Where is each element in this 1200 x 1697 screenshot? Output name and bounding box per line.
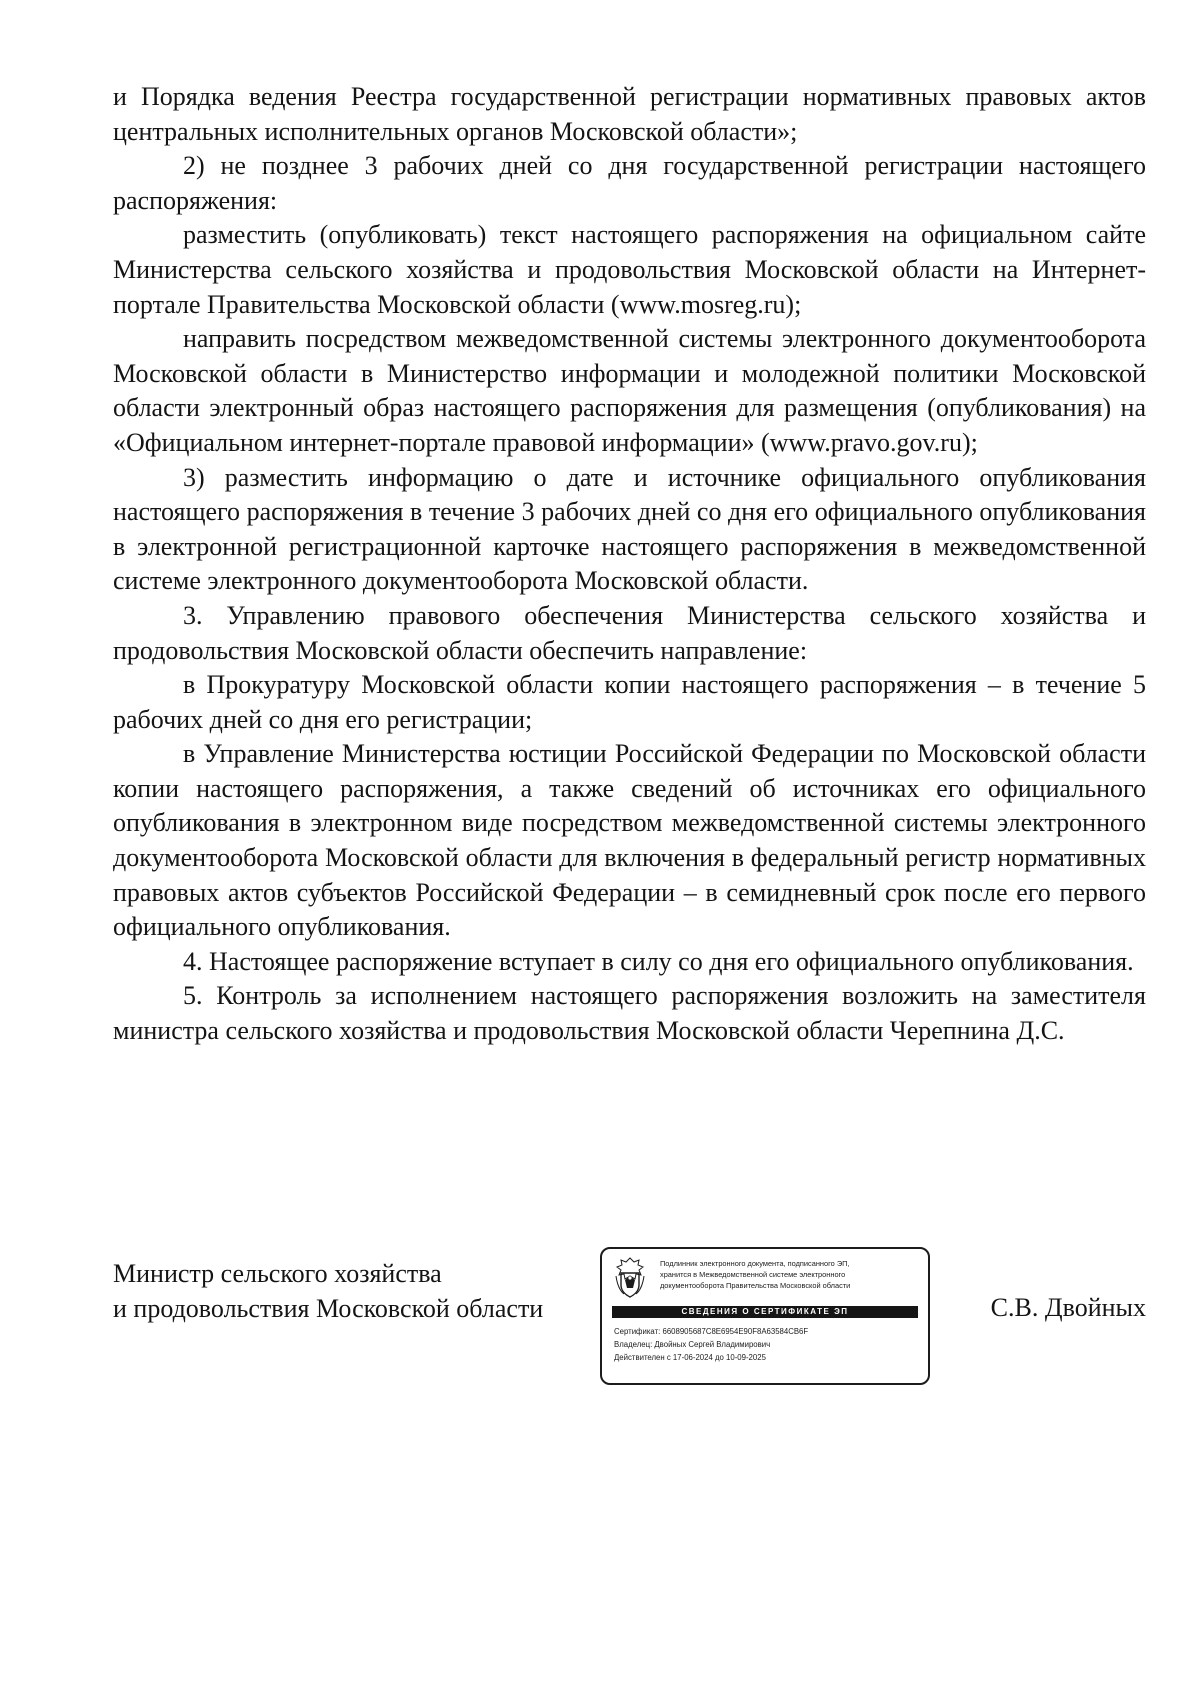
electronic-signature-stamp xyxy=(600,1247,930,1385)
position-line: и продовольствия Московской области xyxy=(113,1293,544,1323)
paragraph: 3. Управлению правового обеспечения Министерства сельского хозяйства и продовольствия Московской области обеспечить направление: xyxy=(113,600,1146,665)
paragraph: 5. Контроль за исполнением настоящего распоряжения возложить на заместителя министра сельского хозяйства и продовольствия Московской области Черепнина Д.С. xyxy=(113,981,1146,1046)
certificate-validity: Действителен с 17-06-2024 до 10-09-2025 xyxy=(614,1353,766,1362)
coat-of-arms-icon xyxy=(612,1256,648,1300)
paragraph: направить посредством межведомственной системы электронного документооборота Московской области в Министерство информации и молодежной политики Московской области электронный образ настоящего распоряжения для размещения (опубликования) на «Официальном интернет-портале правовой информации» (www.pravo.gov.ru); xyxy=(113,324,1146,457)
signatory-position xyxy=(113,1257,543,1326)
paragraph: 4. Настоящее распоряжение вступает в силу со дня его официального опубликования. xyxy=(183,946,1134,976)
paragraph: и Порядка ведения Реестра государственной регистрации нормативных правовых актов центральных исполнительных органов Московской области»; xyxy=(113,82,1146,146)
paragraph: разместить (опубликовать) текст настоящего распоряжения на официальном сайте Министерства сельского хозяйства и продовольствия Московской области на Интернет-портале Правительства Московской области (www.mosreg.ru); xyxy=(113,220,1146,319)
stamp-header: Подлинник электронного документа, подписанного ЭП, хранится в Межведомственной системе электронного документооборота Правительства Московской области xyxy=(660,1259,851,1290)
signatory-name: С.В. Двойных xyxy=(990,1293,1146,1322)
document-body xyxy=(113,80,1146,1049)
paragraph: в Управление Министерства юстиции Российской Федерации по Московской области копии настоящего распоряжения, а также сведений об источниках его официального опубликования в электронном виде посредством межведомственной системы электронного документооборота Московской области для включения в федеральный регистр нормативных правовых актов субъектов Российской Федерации – в семидневный срок после его первого официального опубликования. xyxy=(113,739,1146,942)
paragraph: 2) не позднее 3 рабочих дней со дня государственной регистрации настоящего распоряжения: xyxy=(113,151,1146,215)
certificate-info xyxy=(614,1325,918,1364)
paragraph: в Прокуратуру Московской области копии настоящего распоряжения – в течение 5 рабочих дней со дня его регистрации; xyxy=(113,670,1146,734)
position-line: Министр сельского хозяйства xyxy=(113,1259,442,1288)
certificate-number: Сертификат: 6608905687C8E6954E90F8A63584CB6F xyxy=(614,1327,809,1336)
stamp-title-bar: СВЕДЕНИЯ О СЕРТИФИКАТЕ ЭП xyxy=(612,1306,918,1318)
paragraph: 3) разместить информацию о дате и источнике официального опубликования настоящего распоряжения в течение 3 рабочих дней со дня его официального опубликования в электронной регистрационной карточке настоящего распоряжения в межведомственной системе электронного документооборота Московской области. xyxy=(113,462,1146,596)
certificate-owner: Владелец: Двойных Сергей Владимирович xyxy=(614,1340,771,1349)
